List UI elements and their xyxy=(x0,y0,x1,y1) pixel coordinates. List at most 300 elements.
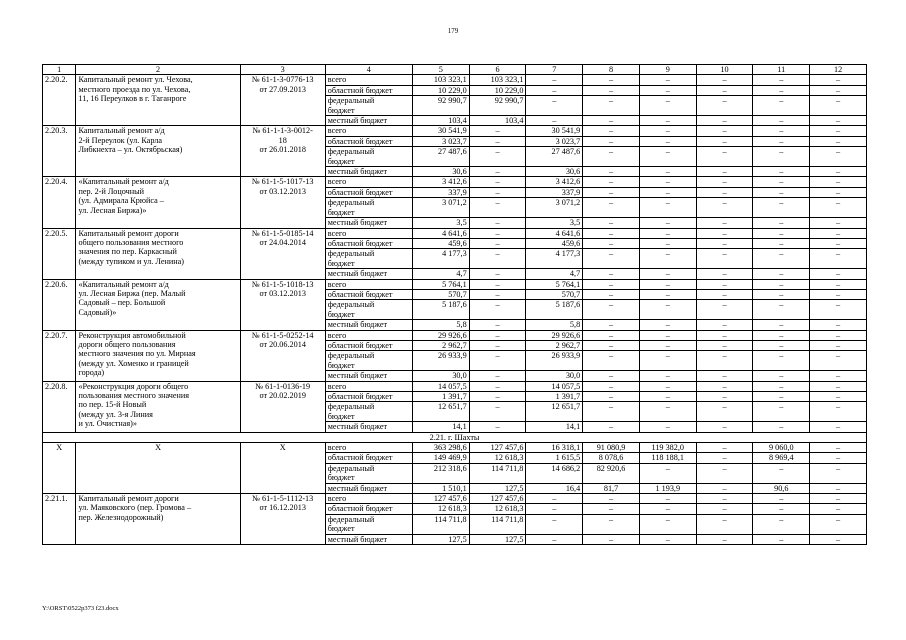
budget-row xyxy=(43,279,867,289)
amount-cell: – xyxy=(696,126,753,136)
amount-cell: – xyxy=(583,116,640,126)
amount-cell: 4 177,3 xyxy=(412,249,469,269)
amount-cell: – xyxy=(469,330,526,340)
amount-cell: – xyxy=(753,340,810,350)
funding-source: областной бюджет xyxy=(325,392,412,402)
item-number: 2.20.4. xyxy=(43,177,76,228)
column-number: 8 xyxy=(583,65,640,75)
amount-cell: – xyxy=(810,483,867,493)
amount-cell: – xyxy=(696,96,753,116)
amount-cell: – xyxy=(753,238,810,248)
amount-cell: – xyxy=(696,351,753,371)
table-body xyxy=(43,65,867,545)
amount-cell: – xyxy=(639,514,696,534)
amount-cell: 337,9 xyxy=(412,187,469,197)
amount-cell: – xyxy=(810,320,867,330)
amount-cell: – xyxy=(753,463,810,483)
amount-cell: – xyxy=(469,279,526,289)
amount-cell: – xyxy=(753,147,810,167)
amount-cell: 10 229,0 xyxy=(412,85,469,95)
funding-source: местный бюджет xyxy=(325,483,412,493)
amount-cell: – xyxy=(696,514,753,534)
amount-cell: – xyxy=(526,116,583,126)
column-number: 1 xyxy=(43,65,76,75)
amount-cell: – xyxy=(639,228,696,238)
amount-cell: 1 391,7 xyxy=(526,392,583,402)
amount-cell: – xyxy=(583,198,640,218)
amount-cell: – xyxy=(583,75,640,85)
object-name: Капитальный ремонт а/д 2-й Переулок (ул. Карла Либкнехта – ул. Октябрьская) xyxy=(76,126,240,177)
item-number: 2.20.2. xyxy=(43,75,76,126)
amount-cell: – xyxy=(696,494,753,504)
amount-cell: – xyxy=(810,198,867,218)
amount-cell: – xyxy=(469,126,526,136)
amount-cell: – xyxy=(696,289,753,299)
funding-source: всего xyxy=(325,494,412,504)
document-number: № 61-1-5-1112-13 от 16.12.2013 xyxy=(240,494,325,545)
amount-cell: – xyxy=(526,504,583,514)
amount-cell: – xyxy=(696,463,753,483)
budget-row xyxy=(43,494,867,504)
budget-row xyxy=(43,75,867,85)
amount-cell: – xyxy=(810,228,867,238)
amount-cell: – xyxy=(639,147,696,167)
amount-cell: – xyxy=(583,279,640,289)
amount-cell: – xyxy=(583,126,640,136)
funding-source: федеральный бюджет xyxy=(325,198,412,218)
amount-cell: 26 933,9 xyxy=(526,351,583,371)
amount-cell: 29 926,6 xyxy=(526,330,583,340)
funding-source: местный бюджет xyxy=(325,320,412,330)
document-number: № 61-1-5-1017-13 от 03.12.2013 xyxy=(240,177,325,228)
amount-cell: – xyxy=(810,392,867,402)
amount-cell: – xyxy=(696,177,753,187)
amount-cell: – xyxy=(639,504,696,514)
funding-source: федеральный бюджет xyxy=(325,463,412,483)
amount-cell: 14 057,5 xyxy=(412,381,469,391)
amount-cell: – xyxy=(526,534,583,544)
amount-cell: – xyxy=(583,289,640,299)
amount-cell: – xyxy=(696,269,753,279)
amount-cell: – xyxy=(753,187,810,197)
amount-cell: 30,6 xyxy=(526,167,583,177)
amount-cell: 90,6 xyxy=(753,483,810,493)
amount-cell: 8 078,6 xyxy=(583,453,640,463)
amount-cell: 30,0 xyxy=(412,371,469,381)
amount-cell: – xyxy=(753,351,810,371)
amount-cell: 127 457,6 xyxy=(469,443,526,453)
amount-cell: – xyxy=(469,167,526,177)
amount-cell: 14 686,2 xyxy=(526,463,583,483)
amount-cell: – xyxy=(753,392,810,402)
amount-cell: – xyxy=(810,116,867,126)
amount-cell: 114 711,8 xyxy=(412,514,469,534)
amount-cell: – xyxy=(526,85,583,95)
amount-cell: – xyxy=(810,85,867,95)
amount-cell: – xyxy=(696,279,753,289)
amount-cell: – xyxy=(753,96,810,116)
amount-cell: – xyxy=(583,167,640,177)
column-number: 6 xyxy=(469,65,526,75)
amount-cell: – xyxy=(469,300,526,320)
amount-cell: – xyxy=(639,238,696,248)
amount-cell: 570,7 xyxy=(412,289,469,299)
amount-cell: 3 023,7 xyxy=(412,136,469,146)
funding-source: федеральный бюджет xyxy=(325,351,412,371)
amount-cell: 127 457,6 xyxy=(469,494,526,504)
amount-cell: 27 487,6 xyxy=(526,147,583,167)
item-number: 2.20.7. xyxy=(43,330,76,381)
amount-cell: 337,9 xyxy=(526,187,583,197)
funding-source: местный бюджет xyxy=(325,218,412,228)
amount-cell: – xyxy=(810,453,867,463)
amount-cell: – xyxy=(583,351,640,371)
amount-cell: – xyxy=(583,392,640,402)
amount-cell: – xyxy=(583,514,640,534)
amount-cell: – xyxy=(810,402,867,422)
amount-cell: – xyxy=(583,147,640,167)
amount-cell: – xyxy=(469,381,526,391)
amount-cell: – xyxy=(810,381,867,391)
amount-cell: – xyxy=(696,187,753,197)
amount-cell: – xyxy=(583,494,640,504)
amount-cell: – xyxy=(810,136,867,146)
amount-cell: – xyxy=(696,228,753,238)
amount-cell: 3 412,6 xyxy=(412,177,469,187)
amount-cell: 2 962,7 xyxy=(526,340,583,350)
amount-cell: 363 298,6 xyxy=(412,443,469,453)
object-name: «Реконструкция дороги общего пользования местного значения по пер. 15-й Новый (между ул. 3-я Линия и ул. Очистная)» xyxy=(76,381,240,432)
amount-cell: – xyxy=(469,228,526,238)
item-number: 2.20.5. xyxy=(43,228,76,279)
amount-cell: – xyxy=(810,504,867,514)
amount-cell: – xyxy=(696,340,753,350)
amount-cell: – xyxy=(753,279,810,289)
amount-cell: 570,7 xyxy=(526,289,583,299)
amount-cell: – xyxy=(639,463,696,483)
amount-cell: – xyxy=(753,422,810,432)
amount-cell: – xyxy=(753,494,810,504)
amount-cell: – xyxy=(639,96,696,116)
amount-cell: 3 071,2 xyxy=(412,198,469,218)
amount-cell: – xyxy=(810,443,867,453)
document-number: № 61-1-5-0252-14 от 20.06.2014 xyxy=(240,330,325,381)
amount-cell: – xyxy=(696,504,753,514)
funding-source: всего xyxy=(325,126,412,136)
funding-source: федеральный бюджет xyxy=(325,300,412,320)
amount-cell: 4,7 xyxy=(412,269,469,279)
amount-cell: – xyxy=(639,351,696,371)
amount-cell: – xyxy=(583,228,640,238)
amount-cell: – xyxy=(810,126,867,136)
amount-cell: 4,7 xyxy=(526,269,583,279)
amount-cell: 4 177,3 xyxy=(526,249,583,269)
budget-row xyxy=(43,177,867,187)
funding-source: областной бюджет xyxy=(325,340,412,350)
amount-cell: – xyxy=(810,238,867,248)
amount-cell: – xyxy=(639,167,696,177)
amount-cell: 5,8 xyxy=(412,320,469,330)
amount-cell: – xyxy=(696,147,753,167)
budget-row xyxy=(43,330,867,340)
amount-cell: – xyxy=(810,249,867,269)
funding-source: всего xyxy=(325,381,412,391)
amount-cell: – xyxy=(639,187,696,197)
funding-source: областной бюджет xyxy=(325,187,412,197)
budget-row xyxy=(43,381,867,391)
amount-cell: – xyxy=(583,300,640,320)
amount-cell: 3 023,7 xyxy=(526,136,583,146)
column-number: 3 xyxy=(240,65,325,75)
column-number: 5 xyxy=(412,65,469,75)
column-number: 10 xyxy=(696,65,753,75)
amount-cell: – xyxy=(753,269,810,279)
object-name: «Капитальный ремонт а/д ул. Лесная Биржа (пер. Малый Садовый – пер. Большой Садовый)» xyxy=(76,279,240,330)
amount-cell: – xyxy=(583,371,640,381)
amount-cell: – xyxy=(639,402,696,422)
document-number: № 61-1-5-1018-13 от 03.12.2013 xyxy=(240,279,325,330)
amount-cell: 16 318,1 xyxy=(526,443,583,453)
page-number: 179 xyxy=(447,27,459,35)
amount-cell: 114 711,8 xyxy=(469,463,526,483)
amount-cell: 30,0 xyxy=(526,371,583,381)
funding-source: областной бюджет xyxy=(325,289,412,299)
amount-cell: 127 457,6 xyxy=(412,494,469,504)
column-number: 9 xyxy=(639,65,696,75)
amount-cell: 1 193,9 xyxy=(639,483,696,493)
amount-cell: 14 057,5 xyxy=(526,381,583,391)
amount-cell: 9 060,0 xyxy=(753,443,810,453)
amount-cell: – xyxy=(469,320,526,330)
document-number: № 61-1-3-0776-13 от 27.09.2013 xyxy=(240,75,325,126)
amount-cell: 29 926,6 xyxy=(412,330,469,340)
amount-cell: – xyxy=(639,198,696,218)
amount-cell: 1 510,1 xyxy=(412,483,469,493)
amount-cell: – xyxy=(753,504,810,514)
amount-cell: – xyxy=(753,218,810,228)
amount-cell: – xyxy=(583,381,640,391)
document-number: Х xyxy=(240,443,325,494)
amount-cell: – xyxy=(469,238,526,248)
amount-cell: – xyxy=(810,534,867,544)
amount-cell: – xyxy=(583,136,640,146)
amount-cell: – xyxy=(469,187,526,197)
budget-row xyxy=(43,443,867,453)
funding-source: всего xyxy=(325,443,412,453)
amount-cell: 12 618,3 xyxy=(469,453,526,463)
amount-cell: 103 323,1 xyxy=(469,75,526,85)
object-name: Х xyxy=(76,443,240,494)
amount-cell: – xyxy=(753,371,810,381)
amount-cell: 127,5 xyxy=(469,483,526,493)
amount-cell: 459,6 xyxy=(526,238,583,248)
amount-cell: 92 990,7 xyxy=(412,96,469,116)
amount-cell: 459,6 xyxy=(412,238,469,248)
column-number: 12 xyxy=(810,65,867,75)
amount-cell: – xyxy=(639,534,696,544)
amount-cell: – xyxy=(639,279,696,289)
object-name: Капитальный ремонт дороги общего пользования местного значения по пер. Каркасный (между тупиком и ул. Ленина) xyxy=(76,228,240,279)
amount-cell: – xyxy=(753,228,810,238)
amount-cell: – xyxy=(696,198,753,218)
amount-cell: – xyxy=(810,494,867,504)
amount-cell: 12 618,3 xyxy=(469,504,526,514)
amount-cell: 81,7 xyxy=(583,483,640,493)
funding-source: всего xyxy=(325,75,412,85)
amount-cell: 103,4 xyxy=(469,116,526,126)
amount-cell: – xyxy=(810,351,867,371)
funding-source: федеральный бюджет xyxy=(325,402,412,422)
amount-cell: – xyxy=(469,269,526,279)
amount-cell: – xyxy=(810,147,867,167)
amount-cell: 4 641,6 xyxy=(526,228,583,238)
amount-cell: – xyxy=(469,351,526,371)
amount-cell: 3 071,2 xyxy=(526,198,583,218)
amount-cell: – xyxy=(469,422,526,432)
amount-cell: 114 711,8 xyxy=(469,514,526,534)
amount-cell: – xyxy=(469,371,526,381)
amount-cell: – xyxy=(810,422,867,432)
document-number: № 61-1-1-3-0012- 18 от 26.01.2018 xyxy=(240,126,325,177)
object-name: «Капитальный ремонт а/д пер. 2-й Лоцочный (ул. Адмирала Крюйса – ул. Лесная Биржа)» xyxy=(76,177,240,228)
amount-cell: – xyxy=(583,422,640,432)
amount-cell: – xyxy=(639,371,696,381)
amount-cell: – xyxy=(583,187,640,197)
budget-row xyxy=(43,126,867,136)
amount-cell: – xyxy=(810,96,867,116)
amount-cell: – xyxy=(753,249,810,269)
amount-cell: – xyxy=(469,392,526,402)
amount-cell: – xyxy=(810,289,867,299)
item-number: 2.20.6. xyxy=(43,279,76,330)
amount-cell: – xyxy=(639,494,696,504)
amount-cell: – xyxy=(526,75,583,85)
amount-cell: 119 382,0 xyxy=(639,443,696,453)
funding-source: федеральный бюджет xyxy=(325,249,412,269)
amount-cell: – xyxy=(583,249,640,269)
funding-source: местный бюджет xyxy=(325,116,412,126)
amount-cell: – xyxy=(753,136,810,146)
amount-cell: – xyxy=(639,340,696,350)
amount-cell: 27 487,6 xyxy=(412,147,469,167)
amount-cell: 212 318,6 xyxy=(412,463,469,483)
amount-cell: 8 969,4 xyxy=(753,453,810,463)
funding-source: федеральный бюджет xyxy=(325,96,412,116)
amount-cell: – xyxy=(753,330,810,340)
amount-cell: – xyxy=(810,514,867,534)
amount-cell: – xyxy=(696,534,753,544)
section-title: 2.21. г. Шахты xyxy=(43,432,867,442)
amount-cell: – xyxy=(696,300,753,320)
amount-cell: – xyxy=(639,75,696,85)
amount-cell: – xyxy=(753,126,810,136)
amount-cell: 12 651,7 xyxy=(526,402,583,422)
amount-cell: – xyxy=(469,340,526,350)
amount-cell: 3 412,6 xyxy=(526,177,583,187)
amount-cell: – xyxy=(469,249,526,269)
amount-cell: – xyxy=(696,453,753,463)
budget-table xyxy=(42,64,867,545)
funding-source: федеральный бюджет xyxy=(325,514,412,534)
amount-cell: – xyxy=(583,340,640,350)
column-number: 2 xyxy=(76,65,240,75)
amount-cell: 30,6 xyxy=(412,167,469,177)
amount-cell: – xyxy=(810,371,867,381)
funding-source: областной бюджет xyxy=(325,85,412,95)
amount-cell: – xyxy=(753,85,810,95)
document-number: № 61-1-0136-19 от 20.02.2019 xyxy=(240,381,325,432)
amount-cell: – xyxy=(810,463,867,483)
amount-cell: – xyxy=(753,381,810,391)
column-numbers-row xyxy=(43,65,867,75)
amount-cell: – xyxy=(696,249,753,269)
object-name: Реконструкция автомобильной дороги общего пользования местного значения по ул. Мирная (между ул. Хоменко и границей города) xyxy=(76,330,240,381)
funding-source: областной бюджет xyxy=(325,453,412,463)
amount-cell: – xyxy=(753,534,810,544)
amount-cell: – xyxy=(696,381,753,391)
amount-cell: 118 188,1 xyxy=(639,453,696,463)
column-number: 11 xyxy=(753,65,810,75)
amount-cell: – xyxy=(753,514,810,534)
amount-cell: – xyxy=(639,177,696,187)
amount-cell: 16,4 xyxy=(526,483,583,493)
amount-cell: – xyxy=(696,330,753,340)
amount-cell: – xyxy=(639,330,696,340)
item-number: Х xyxy=(43,443,76,494)
amount-cell: – xyxy=(583,238,640,248)
item-number: 2.20.8. xyxy=(43,381,76,432)
amount-cell: – xyxy=(696,85,753,95)
amount-cell: 14,1 xyxy=(412,422,469,432)
amount-cell: – xyxy=(639,126,696,136)
funding-source: всего xyxy=(325,330,412,340)
amount-cell: – xyxy=(639,249,696,269)
amount-cell: 2 962,7 xyxy=(412,340,469,350)
amount-cell: – xyxy=(469,147,526,167)
funding-source: федеральный бюджет xyxy=(325,147,412,167)
amount-cell: 91 080,9 xyxy=(583,443,640,453)
amount-cell: – xyxy=(696,483,753,493)
amount-cell: – xyxy=(696,443,753,453)
amount-cell: 12 618,3 xyxy=(412,504,469,514)
amount-cell: 1 615,5 xyxy=(526,453,583,463)
amount-cell: – xyxy=(810,218,867,228)
amount-cell: – xyxy=(810,330,867,340)
amount-cell: – xyxy=(696,392,753,402)
amount-cell: – xyxy=(583,96,640,116)
amount-cell: – xyxy=(696,402,753,422)
amount-cell: 12 651,7 xyxy=(412,402,469,422)
amount-cell: 26 933,9 xyxy=(412,351,469,371)
amount-cell: – xyxy=(753,167,810,177)
amount-cell: – xyxy=(639,269,696,279)
amount-cell: 30 541,9 xyxy=(412,126,469,136)
amount-cell: 5 764,1 xyxy=(526,279,583,289)
amount-cell: – xyxy=(696,136,753,146)
amount-cell: – xyxy=(469,218,526,228)
object-name: Капитальный ремонт дороги ул. Маяковского (пер. Громова – пер. Железнодорожный) xyxy=(76,494,240,545)
amount-cell: – xyxy=(583,534,640,544)
amount-cell: – xyxy=(696,116,753,126)
amount-cell: 5 187,6 xyxy=(526,300,583,320)
amount-cell: – xyxy=(639,320,696,330)
amount-cell: 10 229,0 xyxy=(469,85,526,95)
amount-cell: – xyxy=(810,269,867,279)
amount-cell: – xyxy=(469,198,526,218)
amount-cell: – xyxy=(810,300,867,320)
amount-cell: – xyxy=(810,187,867,197)
amount-cell: – xyxy=(639,85,696,95)
